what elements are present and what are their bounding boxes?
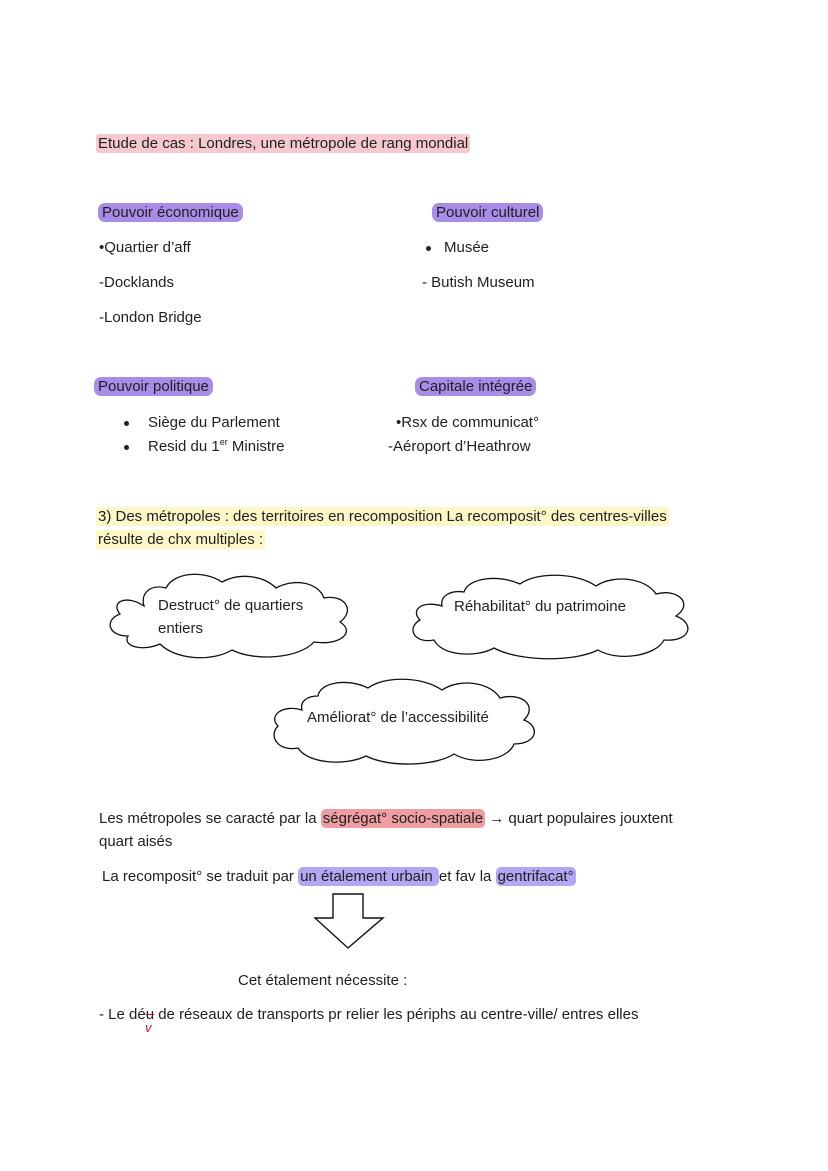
correction-mark: v bbox=[145, 1020, 152, 1035]
down-arrow-icon bbox=[313, 892, 385, 950]
need-label: Cet étalement nécessite : bbox=[238, 972, 408, 989]
heading-pol: Pouvoir politique bbox=[94, 376, 213, 398]
cap-item: •Rsx de communicat° bbox=[396, 414, 539, 431]
part3-line2: résulte de chx multiples : bbox=[98, 531, 264, 548]
heading-cult: Pouvoir culturel bbox=[432, 202, 543, 224]
eco-item: •Quartier d’aff bbox=[99, 239, 191, 256]
paragraph-segregation-line2: quart aisés bbox=[99, 833, 173, 850]
heading-cap: Capitale intégrée bbox=[415, 376, 536, 398]
cloud-2-label: Réhabilitat° du patrimoine bbox=[454, 598, 626, 615]
cap-item: -Aéroport d’Heathrow bbox=[388, 438, 531, 455]
page-title: Etude de cas : Londres, une métropole de rang mondial bbox=[98, 135, 469, 152]
paragraph-segregation: Les métropoles se caracté par la ségrégat° socio-spatiale → quart populaires jouxtent bbox=[99, 810, 673, 827]
cloud-3-label: Améliorat° de l’accessibilité bbox=[307, 709, 489, 726]
part3-line1: 3) Des métropoles : des territoires en recomposition La recomposit° des centres-villes bbox=[98, 508, 667, 525]
bullet-icon bbox=[426, 246, 431, 251]
bullet-icon bbox=[124, 445, 129, 450]
paragraph-recomposition: La recomposit° se traduit par un étalement urbain et fav la gentrifacat° bbox=[102, 868, 574, 885]
heading-eco: Pouvoir économique bbox=[98, 202, 243, 224]
pol-item: Resid du 1er Ministre bbox=[148, 437, 285, 455]
bullet-icon bbox=[124, 421, 129, 426]
cult-item: - Butish Museum bbox=[422, 274, 535, 291]
eco-item: -Docklands bbox=[99, 274, 175, 291]
cult-item: Musée bbox=[444, 239, 490, 256]
eco-item: -London Bridge bbox=[99, 309, 202, 326]
pol-item: Siège du Parlement bbox=[148, 414, 280, 431]
last-line: - Le déu de réseaux de transports pr relier les périphs au centre-ville/ entres elles bbox=[99, 1006, 639, 1023]
cloud-1-label: Destruct° de quartiers entiers bbox=[158, 597, 304, 637]
